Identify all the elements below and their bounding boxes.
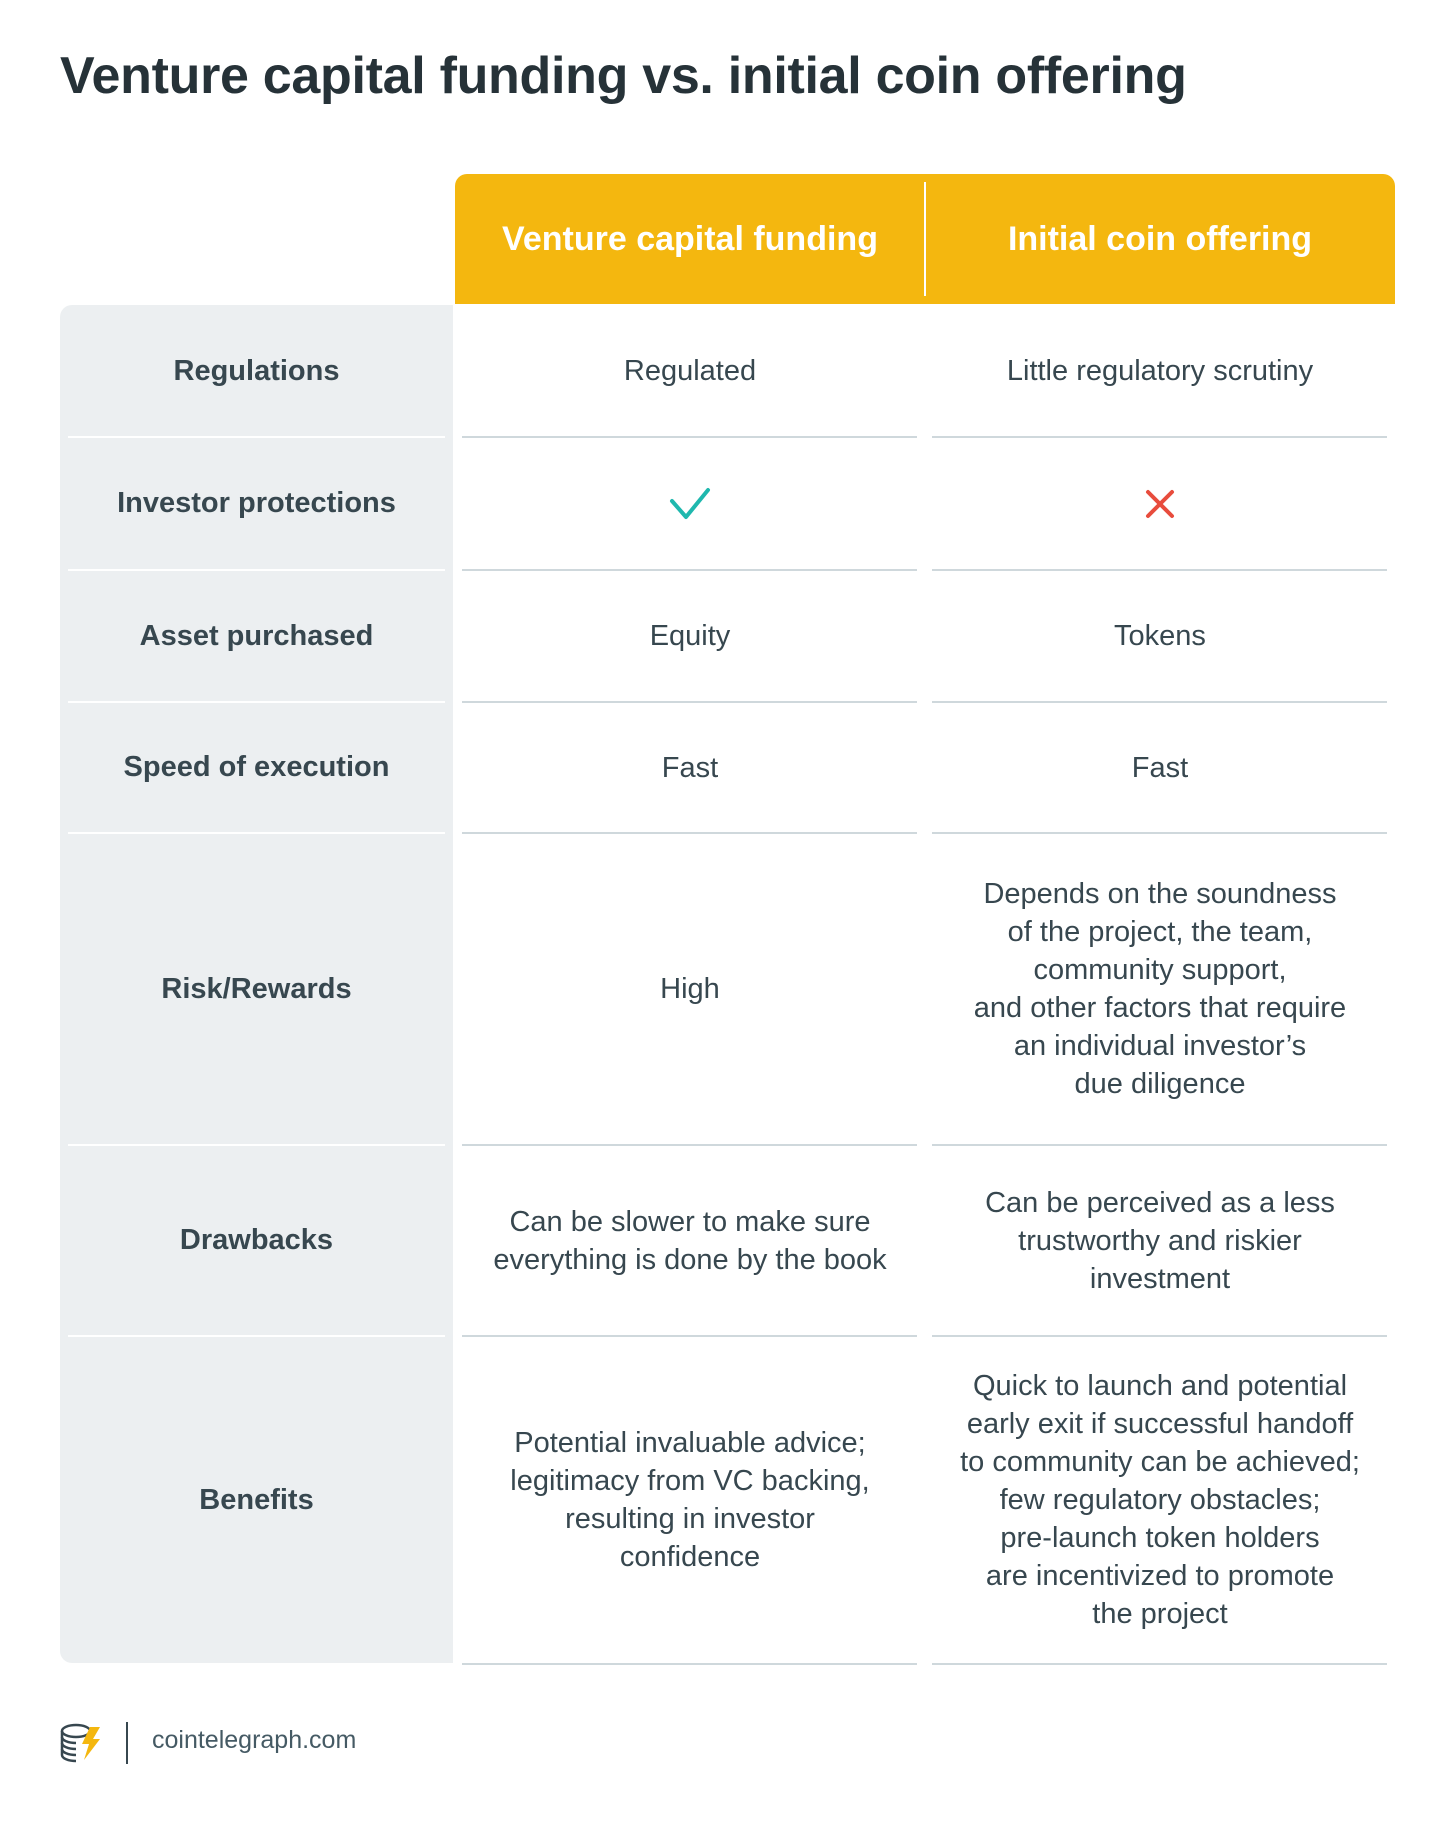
- row-divider: [462, 1663, 917, 1665]
- check-icon: [669, 487, 711, 521]
- cell-initial-coin-offering: Depends on the soundness of the project, the team, community support, and other factors that require an individual investor’s due diligence: [973, 878, 1347, 1100]
- cell-initial-coin-offering: [925, 437, 1395, 570]
- cell-venture-capital: Fast: [661, 751, 719, 784]
- table-row: [60, 1336, 1395, 1664]
- header-initial-coin-offering: Initial coin offering: [1007, 219, 1313, 258]
- cointelegraph-logo-icon: [58, 1722, 104, 1764]
- row-label-investor-protections: Investor protections: [117, 487, 396, 519]
- cell-initial-coin-offering: Can be perceived as a less trustworthy and riskier investment: [985, 1186, 1335, 1295]
- row-label-benefits: Benefits: [199, 1483, 314, 1516]
- row-label-regulations: Regulations: [173, 354, 340, 387]
- row-label-speed-of-execution: Speed of execution: [123, 751, 390, 783]
- cell-initial-coin-offering: Quick to launch and potential early exit if successful handoff to community can be achieved; few regulatory obstacles; pre-launch token holders are incentivized to promote the project: [960, 1370, 1360, 1630]
- table-row: [60, 702, 1395, 833]
- row-label-asset-purchased: Asset purchased: [139, 619, 374, 652]
- table-row: [60, 1145, 1395, 1336]
- page-title: Venture capital funding vs. initial coin offering: [60, 47, 1187, 105]
- header-venture-capital: Venture capital funding: [502, 219, 878, 258]
- cell-venture-capital: Can be slower to make sure everything is done by the book: [493, 1205, 887, 1276]
- cell-venture-capital: [455, 437, 925, 570]
- row-label-drawbacks: Drawbacks: [179, 1224, 334, 1256]
- table-row: [60, 833, 1395, 1145]
- cell-initial-coin-offering: Fast: [1131, 751, 1189, 784]
- footer-site: cointelegraph.com: [152, 1726, 357, 1754]
- cell-venture-capital: High: [660, 973, 720, 1005]
- table-row: [60, 570, 1395, 702]
- table-header: [455, 174, 1395, 304]
- row-divider: [932, 1663, 1387, 1665]
- cell-initial-coin-offering: Little regulatory scrutiny: [1006, 355, 1314, 387]
- cell-venture-capital: Potential invaluable advice; legitimacy from VC backing, resulting in investor confidence: [510, 1427, 870, 1573]
- row-label-risk-rewards: Risk/Rewards: [161, 972, 352, 1005]
- table-row: [60, 305, 1395, 437]
- cell-initial-coin-offering: Tokens: [1114, 620, 1206, 652]
- footer-separator: [126, 1722, 128, 1764]
- table-row: [60, 437, 1395, 570]
- cell-venture-capital: Equity: [649, 620, 731, 652]
- cross-icon: [1145, 489, 1175, 519]
- cell-venture-capital: Regulated: [623, 355, 757, 387]
